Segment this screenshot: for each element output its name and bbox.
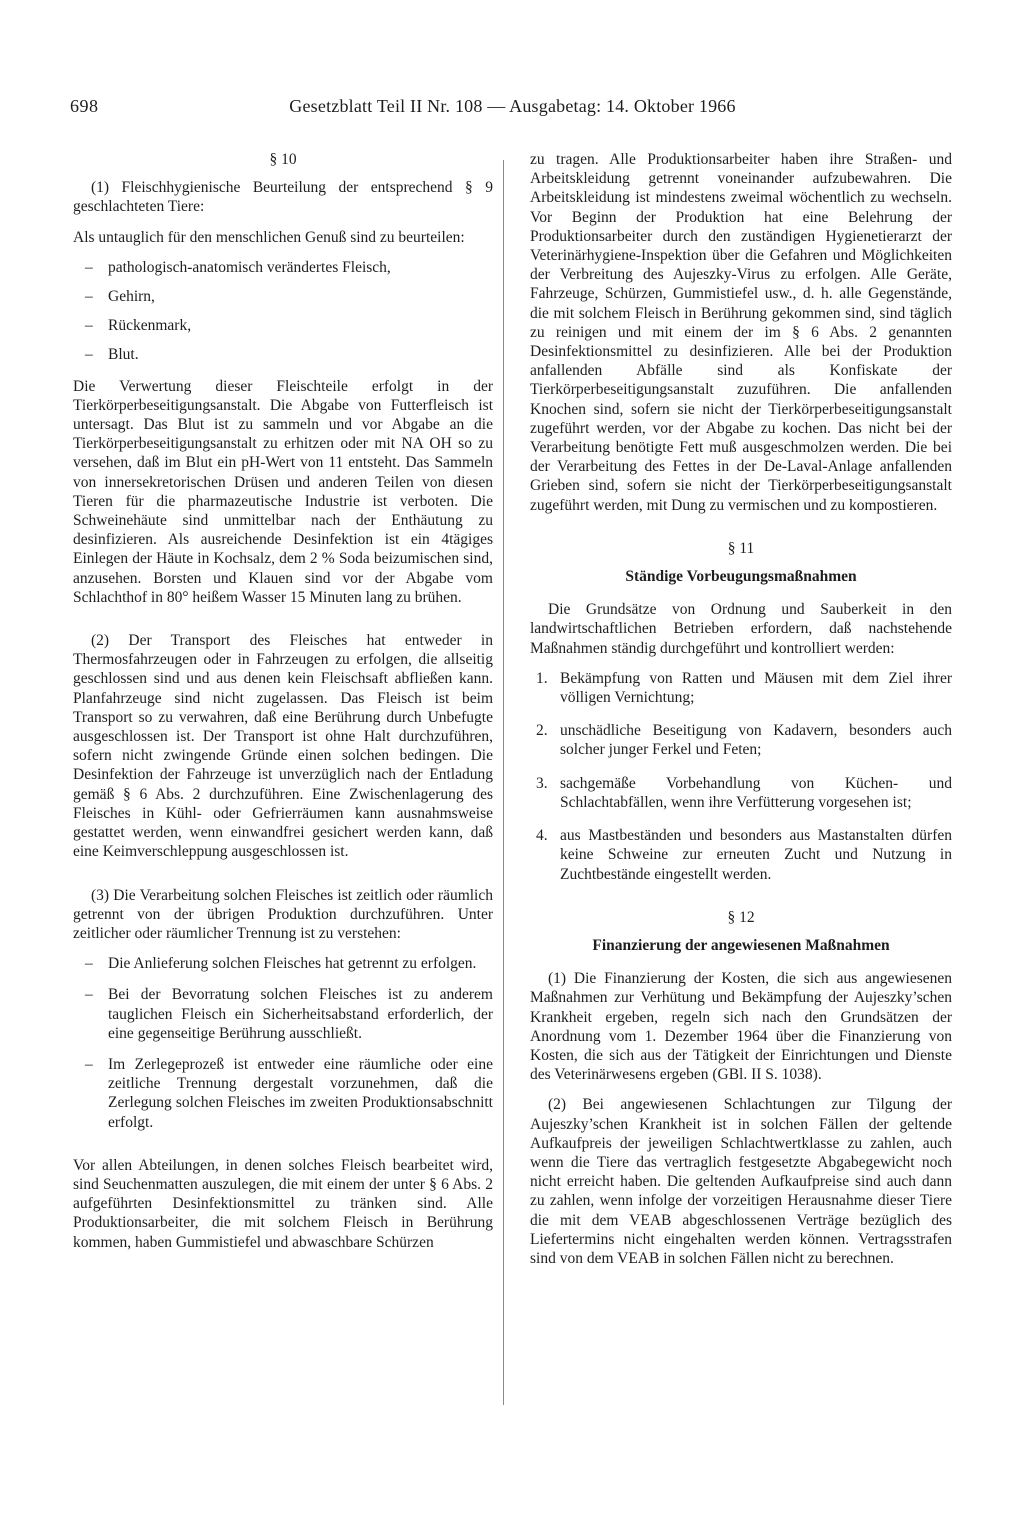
section-10-paragraph: Vor allen Abteilungen, in denen solches Fleisch bearbeitet wird, sind Seuchenmatten auszulegen, die mit einem der unter § 6 Abs. 2 aufgeführten Desinfektionsmittel zu tränken sind. Alle Produktionsarbeiter, die mit solchem Fleisch in Berührung kommen, haben Gummistiefel und abwaschbare Schürzen — [73, 1156, 493, 1251]
list-item: – Gehirn, — [73, 287, 493, 306]
page-header — [70, 96, 955, 126]
right-column — [530, 150, 952, 1279]
header-title: Gesetzblatt Teil II Nr. 108 — Ausgabetag: 14. Oktober 1966 — [289, 96, 736, 116]
list-item: – Im Zerlegeprozeß ist entweder eine räumliche oder eine zeitliche Trennung dergestalt vorzunehmen, daß die Zerlegung solchen Fleisches im zweiten Produktionsabschnitt erfolgt. — [73, 1055, 493, 1132]
list-number: 3. — [536, 774, 548, 792]
list-item: – Bei der Bevorratung solchen Fleisches ist zu anderem tauglichen Fleisch ein Sicherheitsabstand erforderlich, der eine gegenseitige Berührung ausschließt. — [73, 985, 493, 1043]
list-item-text: sachgemäße Vorbehandlung von Küchen- und Schlachtabfällen, wenn ihre Verfütterung vorgesehen ist; — [560, 774, 952, 811]
section-12-paragraph: (1) Die Finanzierung der Kosten, die sich aus angewiesenen Maßnahmen zur Verhütung und Bekämpfung der Aujeszky’schen Krankheit ergeben, regeln sich nach den Grundsätzen der Anordnung vom 1. Dezember 1964 über die Finanzierung von Kosten, die sich aus der Tätigkeit der Einrichtungen und Dienste des Veterinärwesens ergeben (GBl. II S. 1038). — [530, 970, 952, 1084]
section-12-heading: Finanzierung der angewiesenen Maßnahmen — [592, 936, 890, 954]
section-10-paragraph: Die Verwertung dieser Fleischteile erfolgt in der Tierkörperbeseitigungsanstalt. Die Abgabe von Futterfleisch ist untersagt. Das Blut ist zu sammeln und vor Abgabe an die Tierkörperbeseitigungsanstalt zu erhitzen oder mit NA OH so zu versehen, daß im Blut ein pH-Wert von 11 entsteht. Das Sammeln von innersekretorischen Drüsen und anderen Teilen von diesen Tieren für die pharmazeutische Industrie ist verboten. Die Schweinehäute sind unmittelbar nach der Enthäutung zu desinfizieren. Als ausreichende Desinfektion ist ein 4tägiges Einlegen der Häute in Kochsalz, dem 2 % Soda beizumischen sind, anzusehen. Borsten und Klauen sind vor der Abgabe vom Schlachthof in 80° heißem Wasser 15 Minuten lang zu brühen. — [73, 377, 493, 606]
section-10-paragraph: (1) Fleischhygienische Beurteilung der entsprechend § 9 geschlachteten Tiere: — [73, 179, 493, 216]
list-item — [530, 826, 952, 884]
section-12-title: § 12 — [727, 908, 755, 926]
list-item-text: unschädliche Beseitigung von Kadavern, besonders auch solcher junger Ferkel und Feten; — [560, 722, 952, 759]
unfit-items-list — [73, 258, 493, 365]
section-12-paragraph: (2) Bei angewiesenen Schlachtungen zur Tilgung der Aujeszky’schen Krankheit ist in solchen Fällen der geltende Aufkaufpreis der jeweiligen Schlachtwertklasse zu zahlen, auch wenn die Tiere das vertraglich festgesetzte Abgabegewicht noch nicht erreicht haben. Die geltenden Aufkaufpreise sind auch dann zu zahlen, wenn infolge der vorzeitigen Herausnahme dieser Tiere die mit dem VEAB abgeschlossenen Verträge bezüglich des Liefertermins nicht eingehalten werden können. Vertragsstrafen sind von dem VEAB in solchen Fällen nicht zu berechnen. — [530, 1096, 952, 1267]
page-number: 698 — [70, 96, 99, 116]
list-number: 1. — [536, 669, 548, 687]
preventive-measures-list — [530, 669, 952, 884]
list-item: – pathologisch-anatomisch verändertes Fleisch, — [73, 258, 493, 277]
separation-rules-list — [73, 954, 493, 1132]
list-item-text: Bekämpfung von Ratten und Mäusen mit dem Ziel ihrer völligen Vernichtung; — [560, 669, 952, 707]
list-item: – Rückenmark, — [73, 316, 493, 335]
list-item-text: aus Mastbeständen und besonders aus Mastanstalten dürfen keine Schweine zur erneuten Zucht und Nutzung in Zuchtbestände eingestellt werden. — [560, 827, 952, 883]
section-11-paragraph: Die Grundsätze von Ordnung und Sauberkeit in den landwirtschaftlichen Betrieben erfordern, daß nachstehende Maßnahmen ständig durchgeführt und kontrolliert werden: — [530, 601, 952, 657]
column-divider — [503, 160, 504, 1405]
section-10-paragraph: (3) Die Verarbeitung solchen Fleisches ist zeitlich oder räumlich getrennt von der übrigen Produktion durchzuführen. Unter zeitlicher oder räumlicher Trennung ist zu verstehen: — [73, 886, 493, 942]
section-11-heading: Ständige Vorbeugungsmaßnahmen — [625, 568, 857, 586]
section-10-paragraph: Als untauglich für den menschlichen Genuß sind zu beurteilen: — [73, 228, 465, 246]
list-number: 2. — [536, 722, 548, 740]
list-item — [530, 669, 952, 707]
section-10-paragraph: (2) Der Transport des Fleisches hat entweder in Thermosfahrzeugen oder in Fahrzeugen zu erfolgen, die allseitig geschlossen sind und aus denen kein Fleischsaft abfließen kann. Planfahrzeuge sind nicht zugelassen. Das Fleisch ist beim Transport so zu verwahren, daß eine Berührung durch Unbefugte ausgeschlossen ist. Der Transport ist ohne Halt durchzuführen, sofern nicht zwingende Gründe einen solchen bedingen. Die Desinfektion der Fahrzeuge ist unverzüglich nach der Entladung gemäß § 6 Abs. 2 durchzuführen. Eine Zwischenlagerung des Fleisches in Kühl- oder Gefrierräumen kann ausnahmsweise gestattet werden, wenn einwandfrei gesichert werden kann, daß eine Keimverschleppung ausgeschlossen ist. — [73, 632, 493, 861]
continued-paragraph: zu tragen. Alle Produktionsarbeiter haben ihre Straßen- und Arbeitskleidung getrennt voneinander aufzubewahren. Die Arbeitskleidung ist mindestens zweimal wöchentlich zu wechseln. Vor Beginn der Produktion hat eine Belehrung der Produktionsarbeiter durch den zuständigen Hygienetierarzt der Veterinärhygiene-Inspektion über die Gefahren und Möglichkeiten der Verbreitung des Aujeszky-Virus zu erfolgen. Alle Geräte, Fahrzeuge, Schürzen, Gummistiefel usw., d. h. alle Gegenstände, die mit solchem Fleisch in Berührung gekommen sind, sind täglich zu reinigen und mit einem der im § 6 Abs. 2 genannten Desinfektionsmittel zu desinfizieren. Alle bei der Produktion anfallenden Abfälle sind als Konfiskate der Tierkörperbeseitigungsanstalt zuzuführen. Die anfallenden Knochen sind, sofern sie nicht der Tierkörperbeseitigungsanstalt zugeführt werden, vor der Abgabe zu kochen. Das nicht bei der Verarbeitung benötigte Fett muß ausgeschmolzen werden. Die bei der Verarbeitung des Fettes in der De-Laval-Anlage anfallenden Grieben sind, sofern sie nicht der Tierkörperbeseitigungsanstalt zugeführt werden, mit Dung zu vermischen und zu kompostieren. — [530, 151, 952, 514]
list-item: – Blut. — [73, 345, 493, 364]
list-item: – Die Anlieferung solchen Fleisches hat getrennt zu erfolgen. — [73, 954, 493, 973]
section-11-title: § 11 — [727, 539, 755, 557]
list-item — [530, 721, 952, 759]
list-number: 4. — [536, 827, 548, 845]
left-column — [73, 150, 493, 1263]
list-item — [530, 774, 952, 812]
section-10-title: § 10 — [269, 151, 297, 168]
